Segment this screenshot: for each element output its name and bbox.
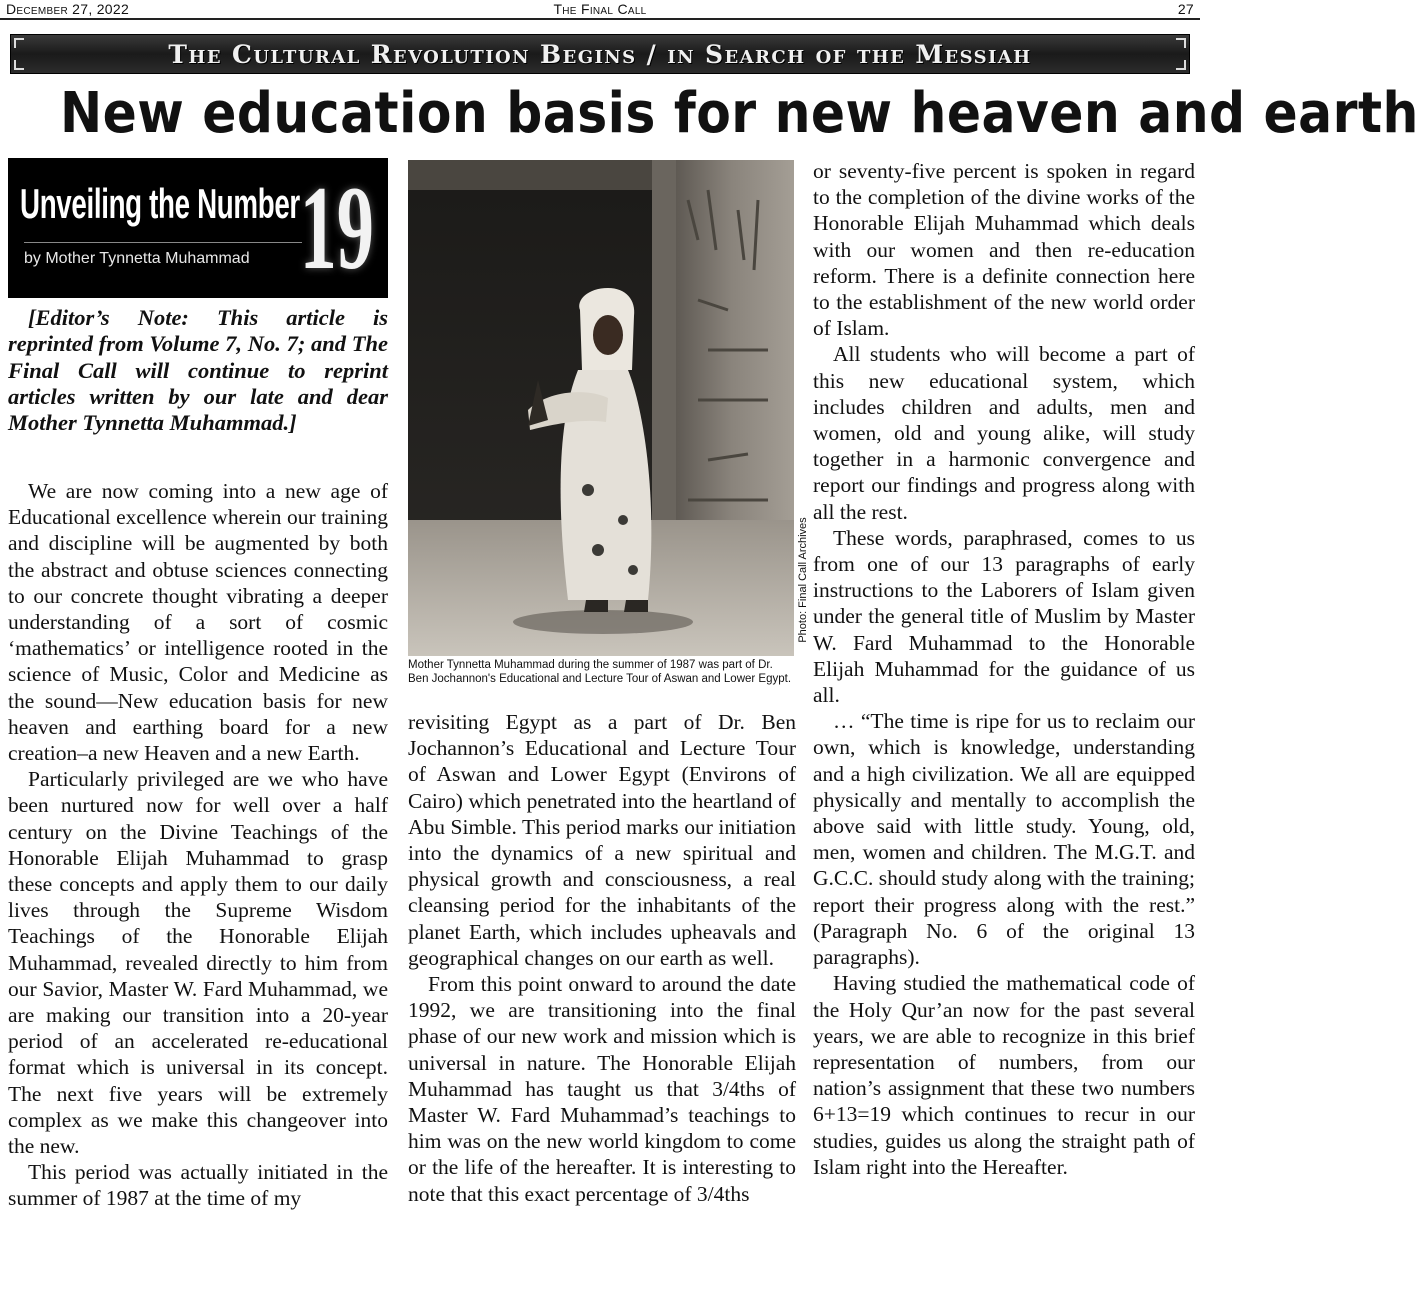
paragraph: Having studied the mathematical code of the Holy Qur’an now for the past several years, we are able to recognize in this brief representation of numbers, from our nation’s assignment that these two numbers 6+13=19 which continues to recur in our studies, guides us along the straight path of Islam right into the Hereafter. <box>813 971 1195 1179</box>
paragraph: … “The time is ripe for us to reclaim our own, which is knowledge, understanding and a high civilization. We all are equipped physically and mentally to accomplish the above said with little study. Young, old, men, women and children. The M.G.T. and G.C.C. should study along with the training; report their progress along with the rest.” (Paragraph No. 6 of the original 13 paragraphs). <box>813 709 1195 970</box>
article-photo <box>408 160 794 656</box>
column-logo <box>8 158 388 298</box>
editor-note: [Editor’s Note: This article is reprinted from Volume 7, No. 7; and The Final Call will continue to reprint articles written by our late and dear Mother Tynnetta Muhammad.] <box>8 305 388 436</box>
corner-ornament-icon <box>14 38 24 48</box>
headline: New education basis for new heaven and earth <box>60 81 1419 146</box>
corner-ornament-icon <box>1176 38 1186 48</box>
paragraph: Particularly privileged are we who have been nurtured now for well over a half century on the Divine Teachings of the Honorable Elijah Muhammad to grasp these concepts and apply them to our daily lives through the Supreme Wisdom Teachings of the Honorable Elijah Muhammad, revealed directly to him from our Savior, Master W. Fard Muhammad, we are making our transition into a 20-year period of an accelerated re-educational format which is universal in its concept. The next five years will be extremely complex as we make this changeover into the new. <box>8 767 388 1159</box>
paragraph: This period was actually initiated in the summer of 1987 at the time of my <box>8 1160 388 1211</box>
paragraph: These words, paraphrased, comes to us from one of our 13 paragraphs of early instructions to the Laborers of Islam given under the general title of Muslim by Master W. Fard Muhammad to the Honorable Elijah Muhammad for the guidance of us all. <box>813 525 1195 708</box>
article-column-1 <box>8 478 388 1212</box>
section-banner <box>10 34 1190 74</box>
paragraph: or seventy-five percent is spoken in regard to the completion of the divine works of the Honorable Elijah Muhammad which deals with our women and then re-education reform. There is a definite connection here to the establishment of the new world order of Islam. <box>813 159 1195 341</box>
folio-date: December 27, 2022 <box>6 1 130 17</box>
paragraph: From this point onward to around the date 1992, we are transitioning into the final phase of our new work and mission which is universal in nature. The Honorable Elijah Muhammad has taught us that 3/4ths of Master W. Fard Muhammad’s teachings to him was on the new world kingdom to come or the life of the hereafter. It is interesting to note that this exact percentage of 3/4ths <box>408 972 796 1206</box>
byline-rule <box>24 242 302 243</box>
corner-ornament-icon <box>14 60 24 70</box>
photo-caption: Mother Tynnetta Muhammad during the summer of 1987 was part of Dr. Ben Jochannon's Educational and Lecture Tour of Aswan and Lower Egypt. <box>408 659 792 685</box>
paragraph: revisiting Egypt as a part of Dr. Ben Jochannon’s Educational and Lecture Tour of Aswan and Lower Egypt (Environs of Cairo) which penetrated into the heartland of Abu Simble. This period marks our initiation into the dynamics of a new spiritual and physical growth and consciousness, a real cleansing period for the inhabitants of the planet Earth, which includes upheavals and geographical changes on our earth as well. <box>408 710 796 970</box>
paragraph: All students who will become a part of this new educational system, which includes children and adults, men and women, old and young alike, will study together in a harmonic convergence and report our findings and progress along with all the rest. <box>813 342 1195 524</box>
section-banner-text: The Cultural Revolution Begins / in Search of the Messiah <box>168 40 1032 69</box>
folio-paper-name: The Final Call <box>553 1 647 17</box>
folio-page-number: 27 <box>1177 1 1194 17</box>
column-logo-title: Unveiling the Number <box>20 180 300 227</box>
woman-in-egypt-photo <box>408 160 794 656</box>
column-logo-number: 19 <box>299 161 374 294</box>
photo-credit <box>794 505 812 655</box>
paragraph: We are now coming into a new age of Educational excellence wherein our training and discipline will be augmented by both the abstract and obtuse sciences connecting to our concrete thought vibrating a deeper understanding of a sort of cosmic ‘mathematics’ or intelligence rooted in the science of Music, Color and Medicine as the sound—New education basis for new heaven and earthing board for a new creation–a new Heaven and a new Earth. <box>8 479 388 766</box>
article-column-3 <box>813 158 1195 1180</box>
corner-ornament-icon <box>1176 60 1186 70</box>
photo-credit-text: Photo: Final Call Archives <box>797 517 809 643</box>
column-logo-byline: by Mother Tynnetta Muhammad <box>24 250 250 267</box>
page-folio <box>0 0 1200 20</box>
article-column-2 <box>408 709 796 1207</box>
